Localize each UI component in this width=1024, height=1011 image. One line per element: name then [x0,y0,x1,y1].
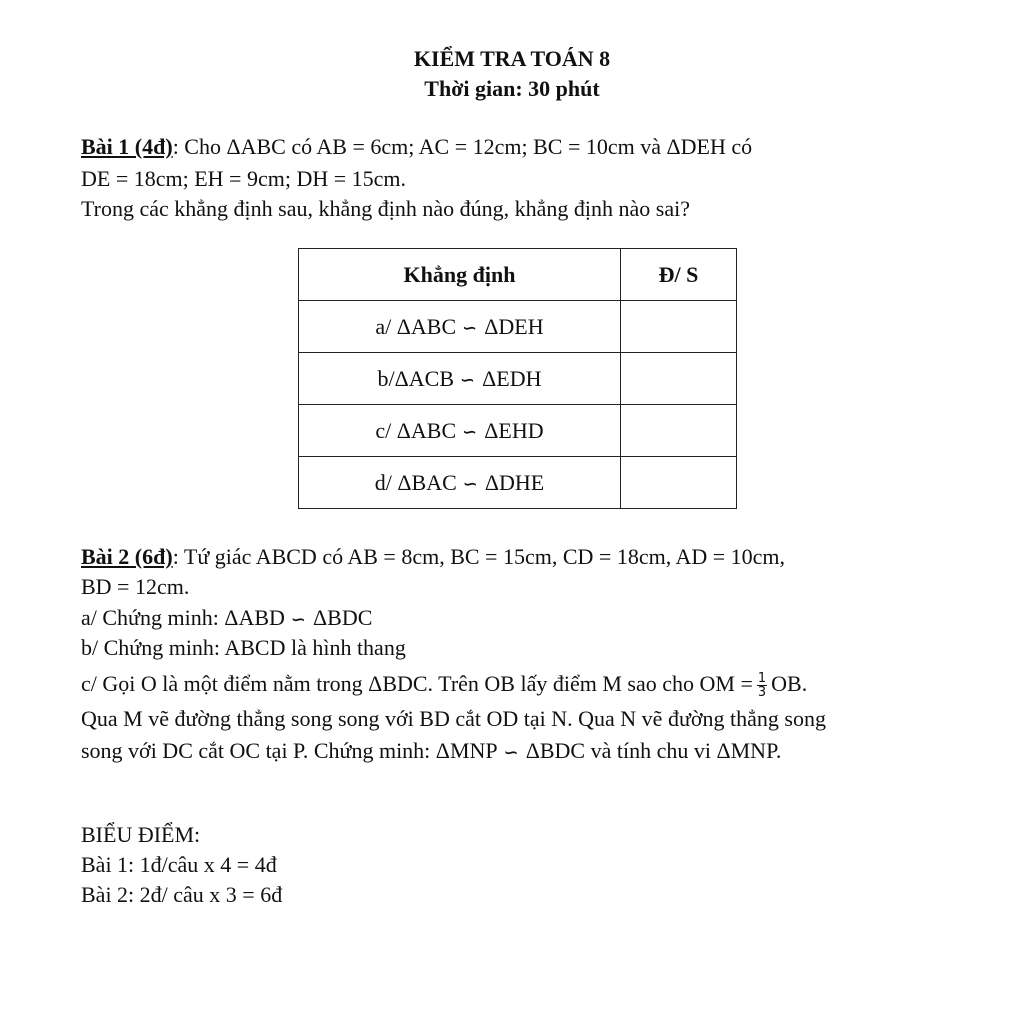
similar-symbol: ∽ [460,371,476,389]
table-row [299,457,737,509]
header-claim: Khẳng định [299,249,621,301]
bai2-part-c-line3 [81,736,781,768]
bai2-line1 [81,542,785,572]
claim-cell [299,457,621,509]
bai2-label: Bài 2 (6đ) [81,544,173,569]
claim-right: ΔEHD [484,417,544,443]
bai2-part-c-line2: Qua M vẽ đường thẳng song song với BD cắt OD tại N. Qua N vẽ đường thẳng song [81,706,826,731]
fraction-denominator: 3 [757,685,767,701]
claim-right: ΔDEH [484,313,544,339]
claim-right: ΔDHE [484,469,545,495]
part-c-post: OB. [771,671,808,696]
claim-cell [299,405,621,457]
part-a-left: a/ Chứng minh: ΔABD [81,605,285,630]
bai1-line1 [81,132,752,162]
claim-cell [299,301,621,353]
bai2-part-a [81,603,372,635]
bai1-line2: DE = 18cm; EH = 9cm; DH = 15cm. [81,166,407,191]
answer-cell[interactable] [621,457,737,509]
bai2-line2: BD = 12cm. [81,574,190,599]
answer-cell[interactable] [621,405,737,457]
part-c-pre: c/ Gọi O là một điểm nằm trong ΔBDC. Trên OB lấy điểm M sao cho OM = [81,671,753,696]
similar-symbol: ∽ [290,610,307,629]
scoring-bai2: Bài 2: 2đ/ câu x 3 = 6đ [81,882,283,907]
similar-symbol: ∽ [462,423,478,441]
part-c-line3-right: ΔBDC và tính chu vi ΔMNP. [525,738,782,763]
claim-right: ΔEDH [482,365,542,391]
bai2-part-b: b/ Chứng minh: ABCD là hình thang [81,635,406,660]
claim-left: b/ΔACB [377,365,455,391]
table-row [299,405,737,457]
table-row [299,301,737,353]
part-c-line3-left: song với DC cắt OC tại P. Chứng minh: ΔMNP [81,738,498,763]
table-header-row [299,249,737,301]
fraction-numerator: 1 [757,671,767,687]
claim-left: d/ ΔBAC [374,469,457,495]
claims-table [298,248,737,509]
similar-symbol: ∽ [462,475,478,493]
fraction-one-third [757,672,767,699]
scoring-heading: BIỂU ĐIỂM: [81,822,201,847]
table-row [299,353,737,405]
bai1-label: Bài 1 (4đ) [81,134,173,159]
bai1-line3: Trong các khẳng định sau, khẳng định nào đúng, khẳng định nào sai? [81,196,690,221]
similar-symbol: ∽ [503,743,519,762]
bai2-line1-text: : Tứ giác ABCD có AB = 8cm, BC = 15cm, CD = 18cm, AD = 10cm, [172,544,786,569]
title-block [0,44,1024,104]
answer-cell[interactable] [621,353,737,405]
page-title: KIỂM TRA TOÁN 8 [413,46,611,71]
bai1-line1-text: : Cho ΔABC có AB = 6cm; AC = 12cm; BC = 10cm và ΔDEH có [172,134,753,159]
answer-cell[interactable] [621,301,737,353]
part-a-right: ΔBDC [313,605,373,630]
claim-left: a/ ΔABC [375,313,457,339]
bai2-part-c-line1 [81,669,807,699]
header-ds: Đ/ S [621,249,737,301]
claim-cell [299,353,621,405]
claim-left: c/ ΔABC [375,417,457,443]
similar-symbol: ∽ [462,319,478,337]
scoring-bai1: Bài 1: 1đ/câu x 4 = 4đ [81,852,277,877]
page-subtitle: Thời gian: 30 phút [424,76,600,101]
